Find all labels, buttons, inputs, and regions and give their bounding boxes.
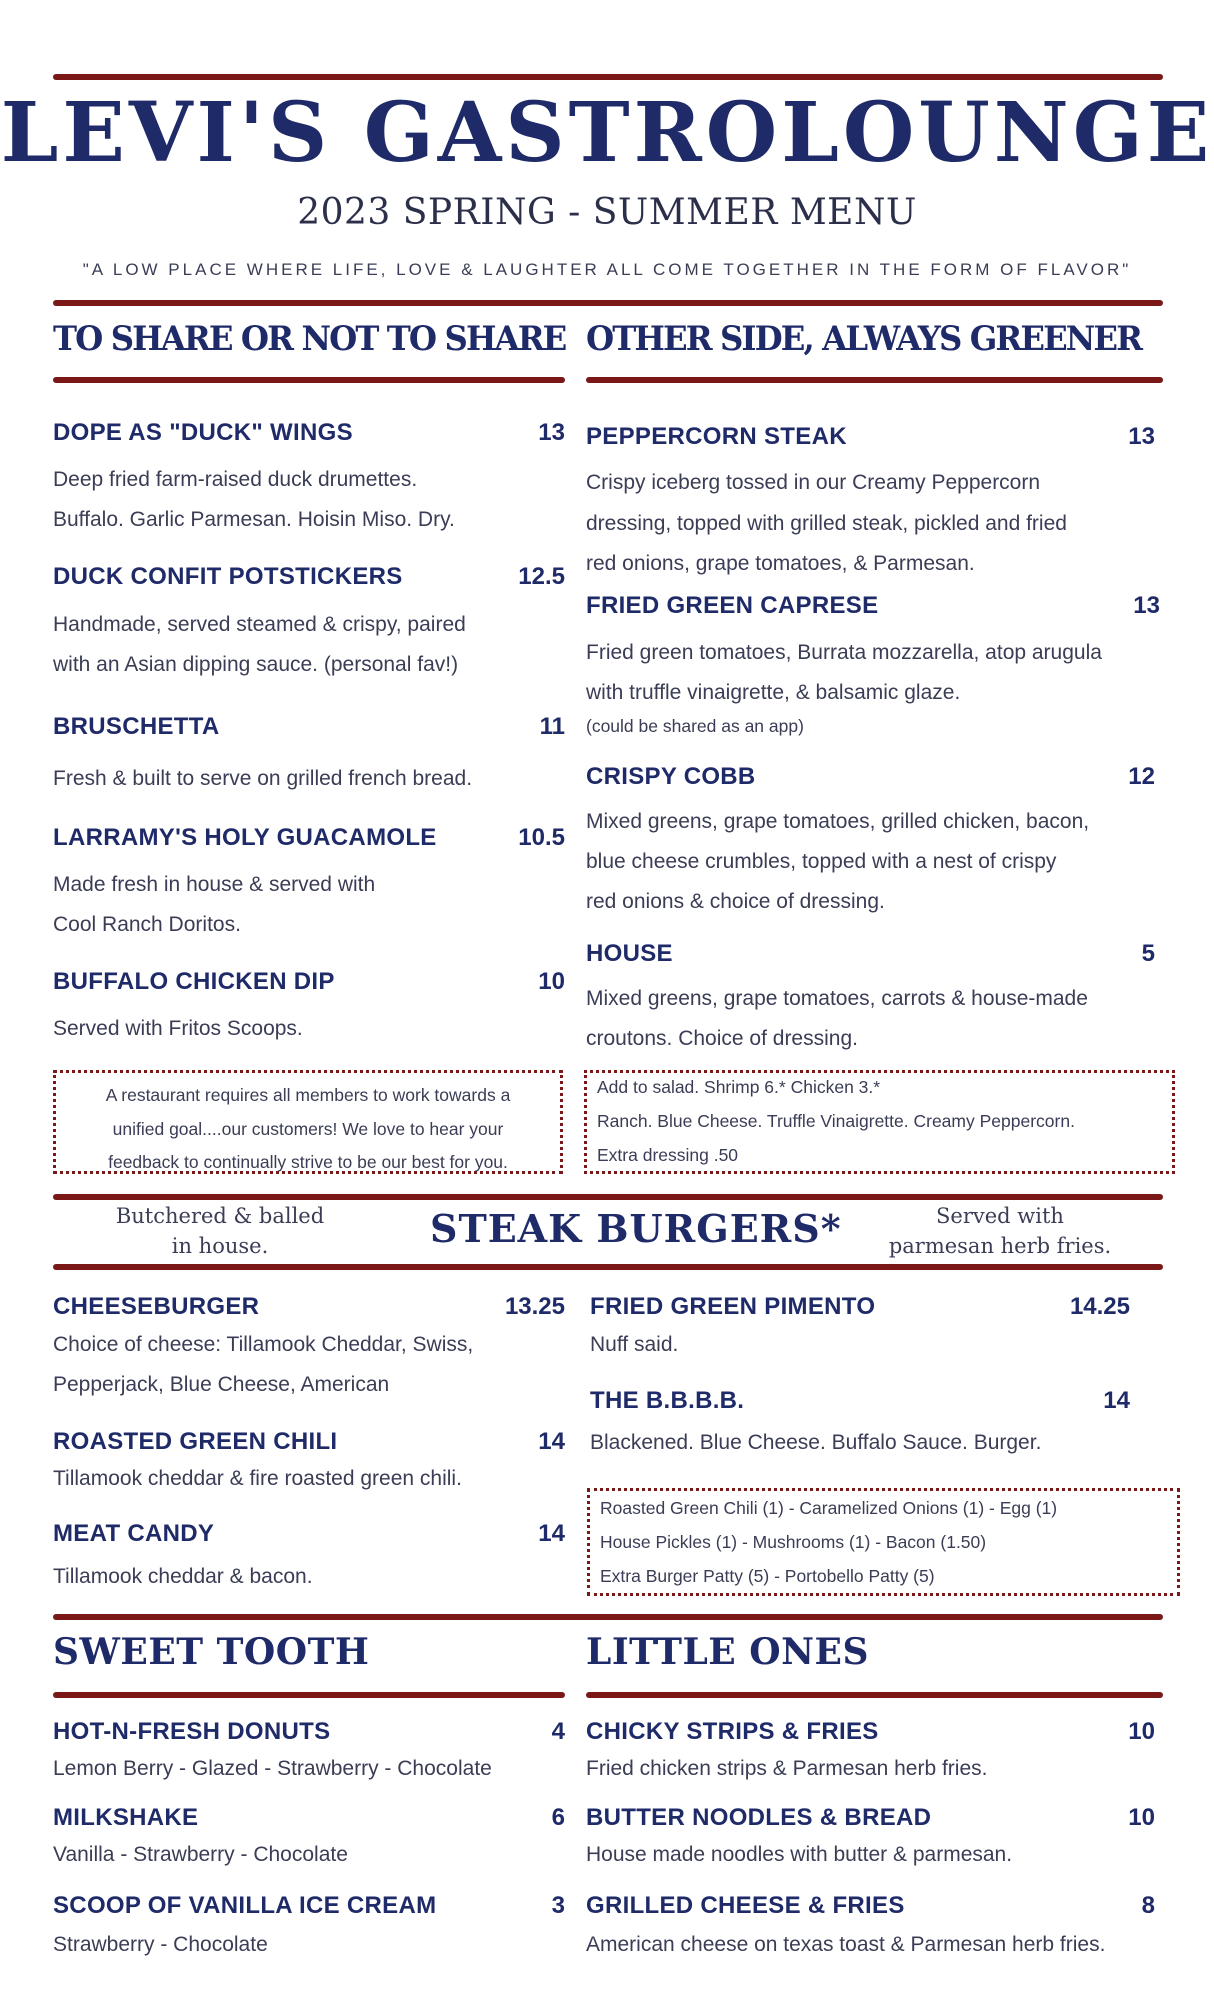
menu-item-name: CHICKY STRIPS & FRIES (586, 1718, 879, 1745)
feedback-note-box (53, 1070, 563, 1174)
menu-item-desc: Made fresh in house & served with (53, 873, 376, 896)
menu-item-name: HOUSE (586, 940, 673, 967)
section-heading-share: TO SHARE OR NOT TO SHARE (53, 319, 566, 359)
menu-item-desc: Blackened. Blue Cheese. Buffalo Sauce. Burger. (590, 1431, 1042, 1454)
menu-item-name: DOPE AS "DUCK" WINGS (53, 419, 353, 446)
menu-item-desc: Mixed greens, grape tomatoes, grilled chicken, bacon, (586, 810, 1090, 833)
burgers-right-note-line: parmesan herb fries. (888, 1234, 1112, 1258)
menu-item-desc: House made noodles with butter & parmesan. (586, 1843, 1013, 1866)
menu-item-note: (could be shared as an app) (586, 716, 804, 736)
menu-item-name: SCOOP OF VANILLA ICE CREAM (53, 1892, 437, 1919)
section-heading-little: LITTLE ONES (586, 1631, 869, 1673)
menu-item-price: 13.25 (504, 1293, 565, 1320)
header-bottom-rule (53, 300, 1163, 306)
section-heading-greener: OTHER SIDE, ALWAYS GREENER (586, 319, 1142, 359)
menu-item-price: 14.25 (1069, 1293, 1130, 1320)
menu-item-desc: Fried chicken strips & Parmesan herb fries. (586, 1757, 988, 1780)
burgers-bottom-rule (53, 1264, 1163, 1270)
menu-item-desc: Buffalo. Garlic Parmesan. Hoisin Miso. Dry. (53, 508, 455, 531)
menu-item-desc: Nuff said. (590, 1333, 679, 1356)
menu-item-name: LARRAMY'S HOLY GUACAMOLE (53, 824, 437, 851)
menu-item-name: MILKSHAKE (53, 1804, 199, 1831)
menu-item-price: 13 (1133, 592, 1160, 619)
menu-item-name: FRIED GREEN PIMENTO (590, 1293, 876, 1320)
menu-item-price: 13 (1128, 423, 1155, 450)
menu-item-name: ROASTED GREEN CHILI (53, 1428, 338, 1455)
menu-item-desc: Cool Ranch Doritos. (53, 913, 241, 936)
menu-item-name: HOT-N-FRESH DONUTS (53, 1718, 331, 1745)
menu-item-desc: with an Asian dipping sauce. (personal fav!) (53, 653, 459, 676)
menu-item-desc: red onions, grape tomatoes, & Parmesan. (586, 552, 975, 575)
menu-item-price: 14 (538, 1520, 565, 1547)
burgers-left-note-line: in house. (171, 1234, 269, 1258)
menu-item-desc: Fried green tomatoes, Burrata mozzarella, atop arugula (586, 641, 1102, 664)
menu-item-desc: Choice of cheese: Tillamook Cheddar, Swiss, (53, 1333, 474, 1356)
menu-item-desc: Lemon Berry - Glazed - Strawberry - Chocolate (53, 1757, 492, 1780)
menu-item-price: 8 (1141, 1892, 1155, 1919)
menu-item-price: 10 (1128, 1804, 1155, 1831)
feedback-note-line: unified goal....our customers! We love to hear your (112, 1119, 504, 1139)
burgers-right-note (880, 1201, 1120, 1261)
menu-item-desc: dressing, topped with grilled steak, pickled and fried (586, 512, 1067, 535)
menu-item-name: GRILLED CHEESE & FRIES (586, 1892, 905, 1919)
menu-item-desc: Vanilla - Strawberry - Chocolate (53, 1843, 348, 1866)
menu-item-price: 3 (551, 1892, 565, 1919)
menu-subtitle: 2023 SPRING - SUMMER MENU (297, 192, 917, 233)
menu-item-desc: Mixed greens, grape tomatoes, carrots & house-made (586, 987, 1088, 1010)
menu-item-name: BRUSCHETTA (53, 713, 220, 740)
sweet-heading-rule (53, 1692, 565, 1698)
menu-item-name: CHEESEBURGER (53, 1293, 260, 1320)
feedback-note-line: feedback to continually strive to be our best for you. (108, 1152, 508, 1172)
menu-item-price: 10.5 (518, 824, 565, 851)
menu-item-desc: with truffle vinaigrette, & balsamic glaze. (586, 681, 961, 704)
menu-item-name: PEPPERCORN STEAK (586, 423, 847, 450)
burger-addon-line: House Pickles (1) - Mushrooms (1) - Bacon (1.50) (600, 1532, 987, 1552)
menu-item-price: 14 (1103, 1387, 1130, 1414)
menu-item-desc: Strawberry - Chocolate (53, 1933, 268, 1956)
burgers-left-note-line: Butchered & balled (115, 1204, 325, 1228)
menu-item-price: 12.5 (518, 563, 565, 590)
salad-addons-box (584, 1070, 1175, 1174)
menu-item-desc: Tillamook cheddar & bacon. (53, 1565, 313, 1588)
top-rule (53, 74, 1163, 80)
menu-item-desc: blue cheese crumbles, topped with a nest of crispy (586, 850, 1057, 873)
burgers-right-note-line: Served with (936, 1204, 1064, 1228)
greener-heading-rule (586, 377, 1163, 383)
burgers-left-note (100, 1201, 340, 1261)
bottom-top-rule (53, 1614, 1163, 1620)
menu-item-name: BUTTER NOODLES & BREAD (586, 1804, 932, 1831)
menu-item-name: DUCK CONFIT POTSTICKERS (53, 563, 403, 590)
menu-item-desc: croutons. Choice of dressing. (586, 1027, 858, 1050)
menu-item-desc: Served with Fritos Scoops. (53, 1017, 303, 1040)
little-heading-rule (586, 1692, 1163, 1698)
menu-item-desc: Deep fried farm-raised duck drumettes. (53, 468, 418, 491)
menu-item-name: MEAT CANDY (53, 1520, 215, 1547)
menu-item-name: BUFFALO CHICKEN DIP (53, 968, 335, 995)
menu-item-price: 6 (551, 1804, 565, 1831)
burger-addon-line: Roasted Green Chili (1) - Caramelized Onions (1) - Egg (1) (600, 1498, 1058, 1518)
menu-item-desc: Fresh & built to serve on grilled french bread. (53, 767, 473, 790)
burger-addon-line: Extra Burger Patty (5) - Portobello Patty (5) (600, 1566, 935, 1586)
salad-addon-line: Extra dressing .50 (597, 1145, 739, 1165)
salad-addon-line: Add to salad. Shrimp 6.* Chicken 3.* (597, 1077, 881, 1097)
menu-item-price: 10 (538, 968, 565, 995)
salad-addon-line: Ranch. Blue Cheese. Truffle Vinaigrette. Creamy Peppercorn. (597, 1111, 1075, 1131)
burger-addons-box (587, 1488, 1180, 1596)
menu-item-desc: Handmade, served steamed & crispy, paired (53, 613, 466, 636)
menu-item-desc: Crispy iceberg tossed in our Creamy Peppercorn (586, 471, 1041, 494)
menu-item-desc: red onions & choice of dressing. (586, 890, 885, 913)
menu-item-price: 13 (538, 419, 565, 446)
menu-item-name: FRIED GREEN CAPRESE (586, 592, 879, 619)
menu-item-desc: Pepperjack, Blue Cheese, American (53, 1373, 390, 1396)
share-heading-rule (53, 377, 565, 383)
section-heading-sweet: SWEET TOOTH (53, 1631, 370, 1673)
menu-item-desc: American cheese on texas toast & Parmesan herb fries. (586, 1933, 1106, 1956)
menu-item-name: THE B.B.B.B. (590, 1387, 745, 1414)
menu-item-price: 14 (538, 1428, 565, 1455)
menu-item-price: 5 (1141, 940, 1155, 967)
menu-item-price: 4 (551, 1718, 565, 1745)
menu-item-price: 11 (539, 713, 565, 740)
burgers-top-rule (53, 1194, 1163, 1200)
section-heading-burgers: STEAK BURGERS* (430, 1206, 842, 1251)
menu-item-desc: Tillamook cheddar & fire roasted green chili. (53, 1467, 462, 1490)
menu-item-name: CRISPY COBB (586, 763, 756, 790)
menu-item-price: 12 (1128, 763, 1155, 790)
menu-item-price: 10 (1128, 1718, 1155, 1745)
feedback-note-line: A restaurant requires all members to work towards a (105, 1085, 511, 1105)
tagline: "A LOW PLACE WHERE LIFE, LOVE & LAUGHTER ALL COME TOGETHER IN THE FORM OF FLAVOR" (82, 260, 1132, 279)
restaurant-title: LEVI'S GASTROLOUNGE (0, 85, 1214, 181)
